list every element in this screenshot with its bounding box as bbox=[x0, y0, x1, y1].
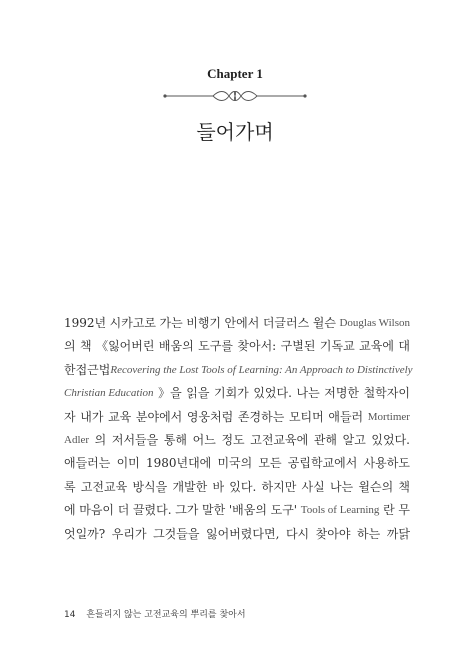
word: 책 bbox=[398, 479, 410, 494]
text-line bbox=[64, 382, 410, 405]
roman-name: Douglas Wilson bbox=[339, 317, 410, 329]
word: 까닭 bbox=[386, 526, 410, 541]
word: 배움의 bbox=[158, 339, 194, 354]
text-line bbox=[64, 476, 410, 499]
word: 더글러스 bbox=[262, 316, 310, 330]
word: 가는 bbox=[159, 316, 183, 330]
word: 모티머 bbox=[288, 409, 324, 424]
word: 의 bbox=[64, 339, 76, 354]
roman-name: Tools of Learning bbox=[300, 504, 380, 517]
word: 의 bbox=[94, 432, 107, 447]
word: 영웅처럼 bbox=[186, 409, 234, 424]
word: 하는 bbox=[357, 526, 381, 541]
word: 사용하도 bbox=[363, 456, 410, 471]
word: 잃어버렸다면, bbox=[206, 526, 280, 541]
word: 도구' bbox=[270, 503, 298, 518]
word: 찾아야 bbox=[315, 526, 351, 541]
word: 무 bbox=[398, 503, 410, 518]
text-line bbox=[64, 312, 410, 335]
word: 공립학교에서 bbox=[287, 456, 358, 471]
word: 책 bbox=[80, 339, 92, 354]
word: 나는 bbox=[329, 479, 354, 494]
word: 《잃어버린 bbox=[96, 339, 155, 354]
word: 미국의 bbox=[217, 456, 253, 471]
word: 1980년대에 bbox=[145, 456, 212, 471]
word: 있다. bbox=[229, 479, 257, 494]
word: 마음이 bbox=[79, 503, 115, 518]
text-line bbox=[64, 335, 410, 358]
word: 개발한 bbox=[172, 479, 208, 494]
word: 엇일까? bbox=[64, 526, 106, 541]
word: 존경하는 bbox=[237, 409, 285, 424]
italic-title: Recovering the Lost Tools of Learning: An Approach to Distinctively bbox=[110, 363, 413, 376]
word: 말한 bbox=[202, 503, 226, 518]
word: 윌슨 bbox=[312, 316, 336, 330]
word: 내가 bbox=[80, 409, 104, 424]
word: 있었다. bbox=[253, 386, 292, 401]
italic-title: Christian Education bbox=[64, 387, 154, 400]
word: 교육에 bbox=[359, 339, 394, 354]
word: 그가 bbox=[175, 503, 199, 518]
word: 고전교육 bbox=[80, 479, 128, 494]
word: 통해 bbox=[163, 432, 188, 447]
text-line bbox=[64, 359, 413, 382]
word: 비행기 bbox=[186, 316, 222, 330]
word: 한 bbox=[64, 362, 76, 377]
word: 시카고로 bbox=[109, 316, 157, 330]
word: 사실 bbox=[301, 479, 325, 494]
word: 더 bbox=[117, 503, 130, 518]
word: 그것들을 bbox=[153, 526, 200, 541]
word: 하지만 bbox=[261, 479, 297, 494]
roman-name: Mortimer bbox=[367, 410, 410, 423]
word: 다시 bbox=[285, 526, 310, 541]
word: 자 bbox=[64, 409, 76, 424]
text-line bbox=[64, 406, 410, 429]
word: 록 bbox=[64, 479, 76, 494]
text-line bbox=[64, 429, 410, 452]
word: 철학자이 bbox=[363, 386, 410, 401]
text-line bbox=[64, 523, 410, 546]
word: 윌슨의 bbox=[358, 479, 394, 494]
word: 기독교 bbox=[319, 339, 355, 354]
word: 저서들을 bbox=[111, 432, 159, 447]
text-line bbox=[64, 452, 410, 475]
word: '배움의 bbox=[228, 503, 267, 518]
word: 찾아서: bbox=[237, 339, 277, 354]
word: 알고 bbox=[342, 432, 366, 447]
text-line bbox=[64, 499, 410, 522]
word: 읽을 bbox=[186, 386, 210, 401]
word: 도구를 bbox=[198, 339, 233, 354]
word: 애들러는 bbox=[64, 456, 111, 471]
chapter-title: 들어가며 bbox=[196, 120, 274, 144]
roman-name: Adler bbox=[64, 433, 90, 446]
word: 분야에서 bbox=[135, 409, 183, 424]
word: 》을 bbox=[158, 386, 182, 401]
word: 관해 bbox=[313, 432, 337, 447]
word: 바 bbox=[212, 479, 225, 494]
word: 끌렸다. bbox=[132, 503, 172, 518]
word: 어느 bbox=[192, 432, 216, 447]
page-footer bbox=[64, 607, 246, 620]
word: 접근법 bbox=[75, 362, 111, 377]
word: 고전교육에 bbox=[250, 432, 309, 447]
word: 에 bbox=[64, 503, 76, 518]
word: 있었다. bbox=[371, 432, 410, 447]
body-paragraph bbox=[64, 312, 413, 546]
ornament-divider bbox=[163, 88, 307, 104]
running-title: 흔들리지 않는 고전교육의 뿌리를 찾아서 bbox=[86, 610, 246, 620]
word: 나는 bbox=[296, 386, 320, 401]
word: 정도 bbox=[221, 432, 245, 447]
page-number: 14 bbox=[64, 610, 76, 620]
word: 우리가 bbox=[111, 526, 147, 541]
word: 방식을 bbox=[132, 479, 168, 494]
word: 구별된 bbox=[280, 339, 316, 354]
chapter-label: Chapter 1 bbox=[207, 66, 263, 81]
word: 기회가 bbox=[214, 386, 249, 401]
word: 모든 bbox=[258, 456, 282, 471]
word: 이미 bbox=[116, 456, 140, 471]
word: 대 bbox=[398, 339, 410, 354]
word: 란 bbox=[383, 503, 395, 518]
word: 교육 bbox=[108, 409, 132, 424]
word: 1992년 bbox=[64, 316, 107, 330]
word: 애들러 bbox=[328, 409, 364, 424]
word: 안에서 bbox=[224, 316, 260, 330]
word: 저명한 bbox=[324, 386, 360, 401]
